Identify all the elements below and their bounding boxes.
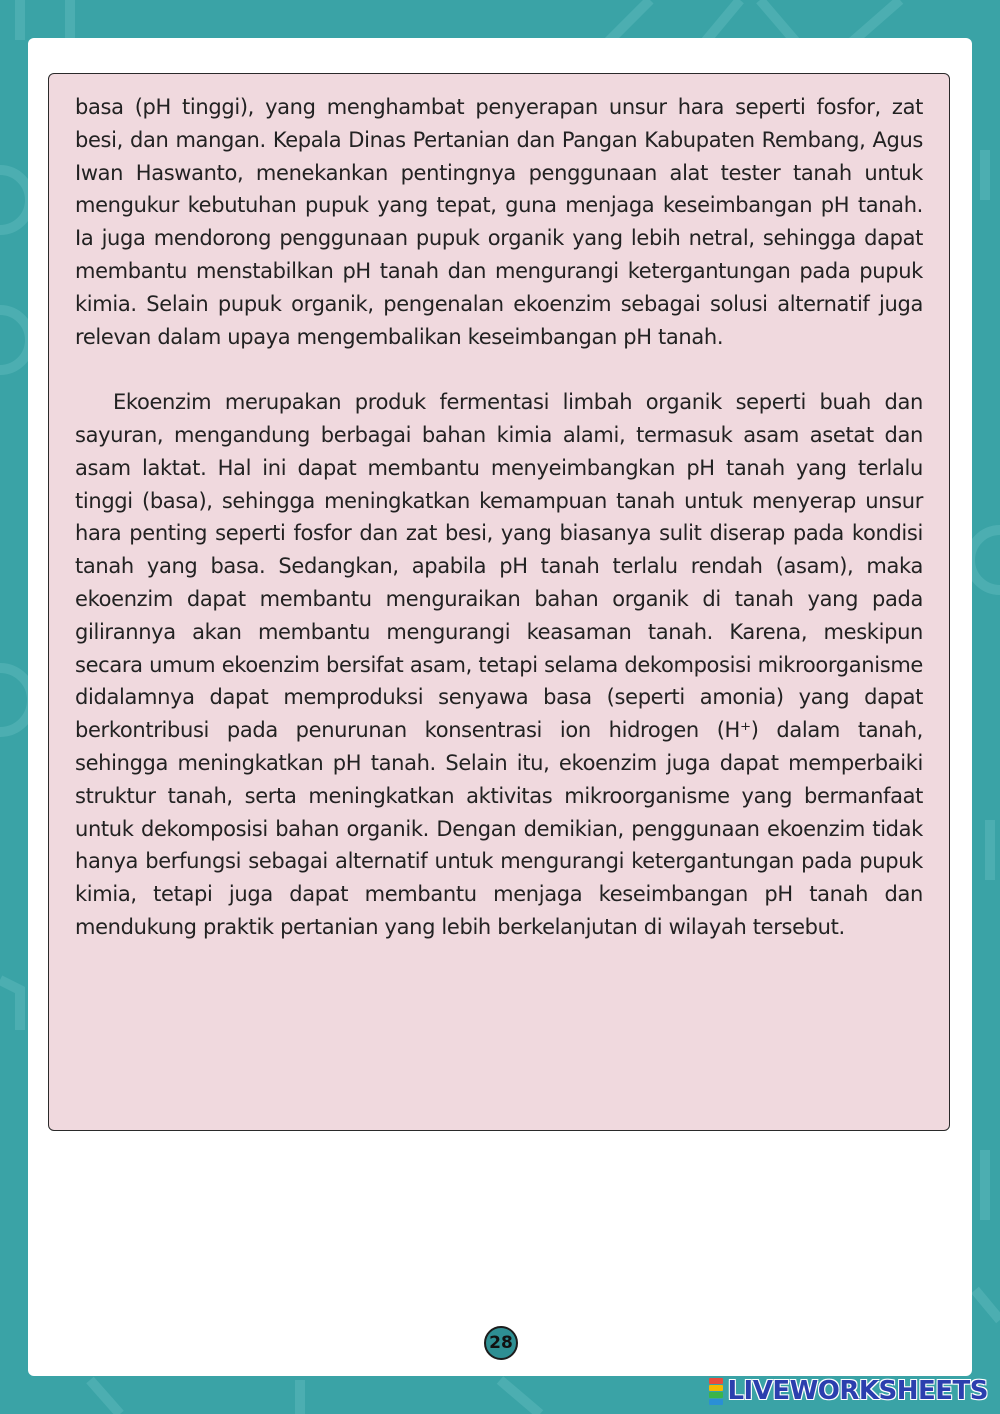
page-sheet (28, 38, 972, 1376)
liveworksheets-logo-icon (709, 1378, 723, 1405)
page-number-badge: 28 (484, 1326, 518, 1360)
paragraph-1: basa (pH tinggi), yang menghambat penyerapan unsur hara seperti fosfor, zat besi, dan mangan. Kepala Dinas Pertanian dan Pangan Kabupaten Rembang, Agus Iwan Haswanto, menekankan pentingnya penggunaan alat tester tanah untuk mengukur kebutuhan pupuk yang tepat, guna menjaga keseimbangan pH tanah. Ia juga mendorong penggunaan pupuk organik yang lebih netral, sehingga dapat membantu menstabilkan pH tanah dan mengurangi ketergantungan pada pupuk kimia. Selain pupuk organik, pengenalan ekoenzim sebagai solusi alternatif juga relevan dalam upaya mengembalikan keseimbangan pH tanah. (75, 95, 923, 349)
paragraph-2: Ekoenzim merupakan produk fermentasi limbah organik seperti buah dan sayuran, mengandung berbagai bahan kimia alami, termasuk asam asetat dan asam laktat. Hal ini dapat membantu menyeimbangkan pH tanah yang terlalu tinggi (basa), sehingga meningkatkan kemampuan tanah untuk menyerap unsur hara penting seperti fosfor dan zat besi, yang biasanya sulit diserap pada kondisi tanah yang basa. Sedangkan, apabila pH tanah terlalu rendah (asam), maka ekoenzim dapat membantu menguraikan bahan organik di tanah yang pada gilirannya akan membantu mengurangi keasaman tanah. Karena, meskipun secara umum ekoenzim bersifat asam, tetapi selama dekomposisi mikroorganisme didalamnya dapat memproduksi senyawa basa (seperti amonia) yang dapat berkontribusi pada penurunan konsentrasi ion hidrogen (H⁺) dalam tanah, sehingga meningkatkan pH tanah. Selain itu, ekoenzim juga dapat memperbaiki struktur tanah, serta meningkatkan aktivitas mikroorganisme yang bermanfaat untuk dekomposisi bahan organik. Dengan demikian, penggunaan ekoenzim tidak hanya berfungsi sebagai alternatif untuk mengurangi ketergantungan pada pupuk kimia, tetapi juga dapat membantu menjaga keseimbangan pH tanah dan mendukung praktik pertanian yang lebih berkelanjutan di wilayah tersebut. (75, 390, 923, 939)
liveworksheets-brand-text: LIVEWORKSHEETS (727, 1376, 988, 1406)
article-text-box (48, 73, 950, 1131)
liveworksheets-logo[interactable] (709, 1374, 988, 1408)
